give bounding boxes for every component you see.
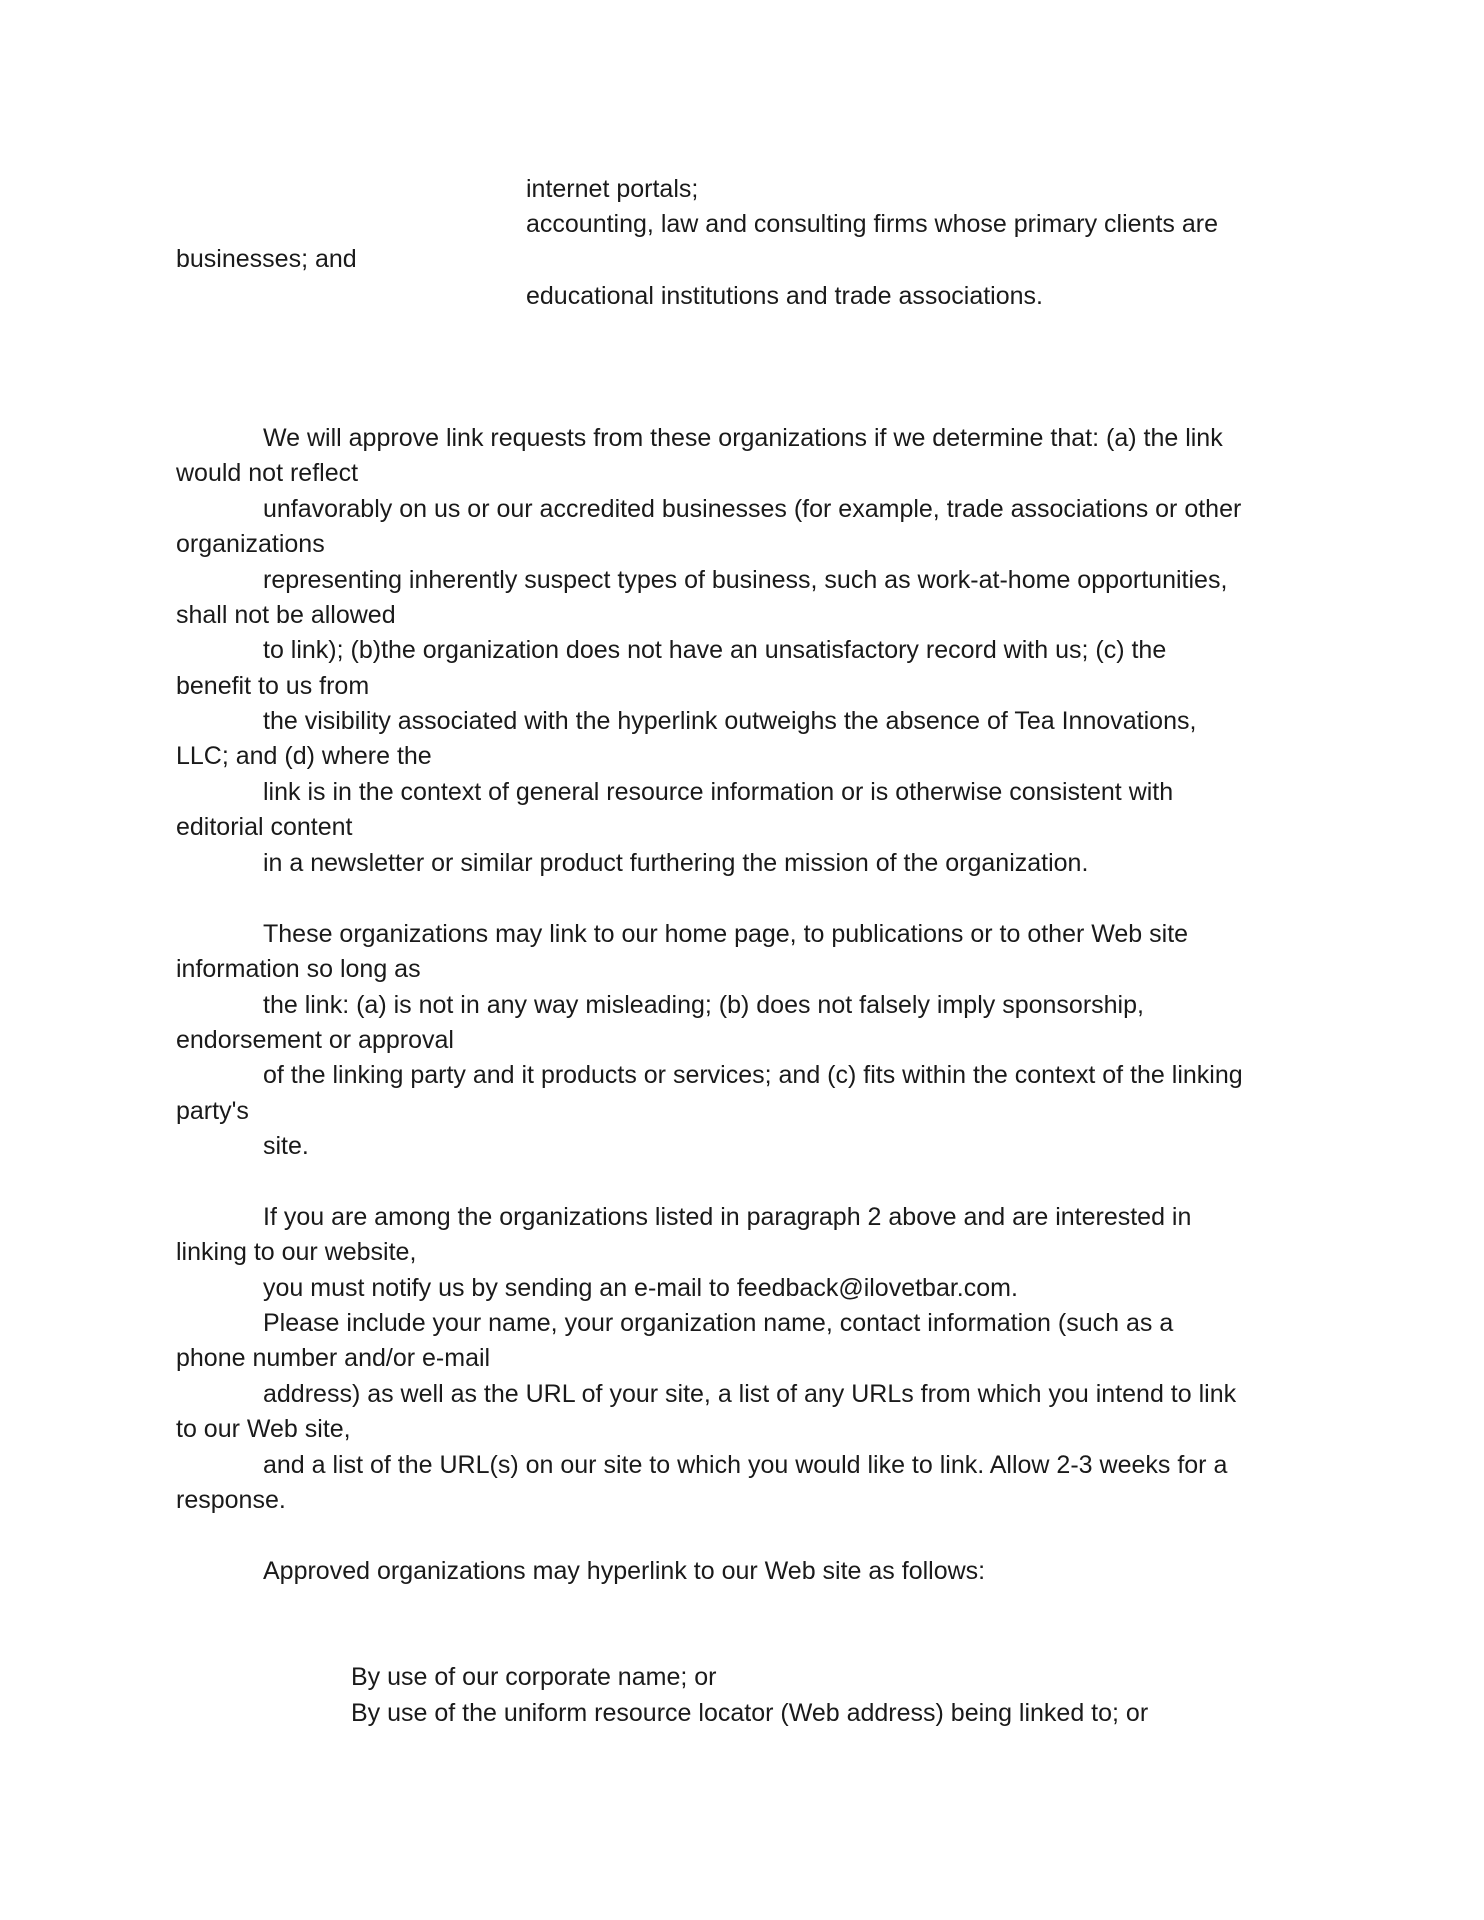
list-item: By use of our corporate name; or — [351, 1663, 717, 1691]
paragraph-line: LLC; and (d) where the — [176, 742, 432, 770]
paragraph-line: representing inherently suspect types of business, such as work-at-home opportunities, — [263, 566, 1228, 594]
paragraph-line: response. — [176, 1486, 286, 1514]
paragraph-line: the link: (a) is not in any way misleading; (b) does not falsely imply sponsorship, — [263, 991, 1144, 1019]
paragraph-line: linking to our website, — [176, 1238, 417, 1266]
paragraph-line: of the linking party and it products or services; and (c) fits within the context of the linking — [263, 1061, 1243, 1089]
paragraph-line: and a list of the URL(s) on our site to which you would like to link. Allow 2-3 weeks for a — [263, 1451, 1228, 1479]
list-item: accounting, law and consulting firms whose primary clients are — [526, 210, 1218, 238]
list-item-continuation: businesses; and — [176, 245, 357, 273]
paragraph-line: link is in the context of general resource information or is otherwise consistent with — [263, 778, 1174, 806]
list-item: By use of the uniform resource locator (Web address) being linked to; or — [351, 1699, 1149, 1727]
paragraph-line: These organizations may link to our home page, to publications or to other Web site — [263, 920, 1189, 948]
paragraph-line: the visibility associated with the hyperlink outweighs the absence of Tea Innovations, — [263, 707, 1197, 735]
paragraph-line: unfavorably on us or our accredited businesses (for example, trade associations or other — [263, 495, 1242, 523]
paragraph-line: If you are among the organizations listed in paragraph 2 above and are interested in — [263, 1203, 1192, 1231]
list-item: internet portals; — [526, 175, 699, 203]
paragraph-line: to link); (b)the organization does not have an unsatisfactory record with us; (c) the — [263, 636, 1167, 664]
list-item: educational institutions and trade associations. — [526, 282, 1043, 310]
paragraph-line: organizations — [176, 530, 325, 558]
paragraph-line: shall not be allowed — [176, 601, 396, 629]
paragraph-line: party's — [176, 1097, 249, 1125]
paragraph-line: editorial content — [176, 813, 353, 841]
paragraph-line: information so long as — [176, 955, 421, 983]
paragraph-line: to our Web site, — [176, 1415, 351, 1443]
paragraph-line: endorsement or approval — [176, 1026, 454, 1054]
paragraph-line: We will approve link requests from these organizations if we determine that: (a) the link — [263, 424, 1223, 452]
paragraph-line: site. — [263, 1132, 309, 1160]
paragraph-line: phone number and/or e-mail — [176, 1344, 491, 1372]
paragraph-line: Approved organizations may hyperlink to our Web site as follows: — [263, 1557, 986, 1585]
paragraph-line: would not reflect — [176, 459, 359, 487]
paragraph-line: in a newsletter or similar product furthering the mission of the organization. — [263, 849, 1089, 877]
paragraph-line: Please include your name, your organization name, contact information (such as a — [263, 1309, 1174, 1337]
paragraph-line: address) as well as the URL of your site, a list of any URLs from which you intend to link — [263, 1380, 1237, 1408]
paragraph-line-email: you must notify us by sending an e-mail to feedback@ilovetbar.com. — [263, 1274, 1018, 1302]
paragraph-line: benefit to us from — [176, 672, 370, 700]
